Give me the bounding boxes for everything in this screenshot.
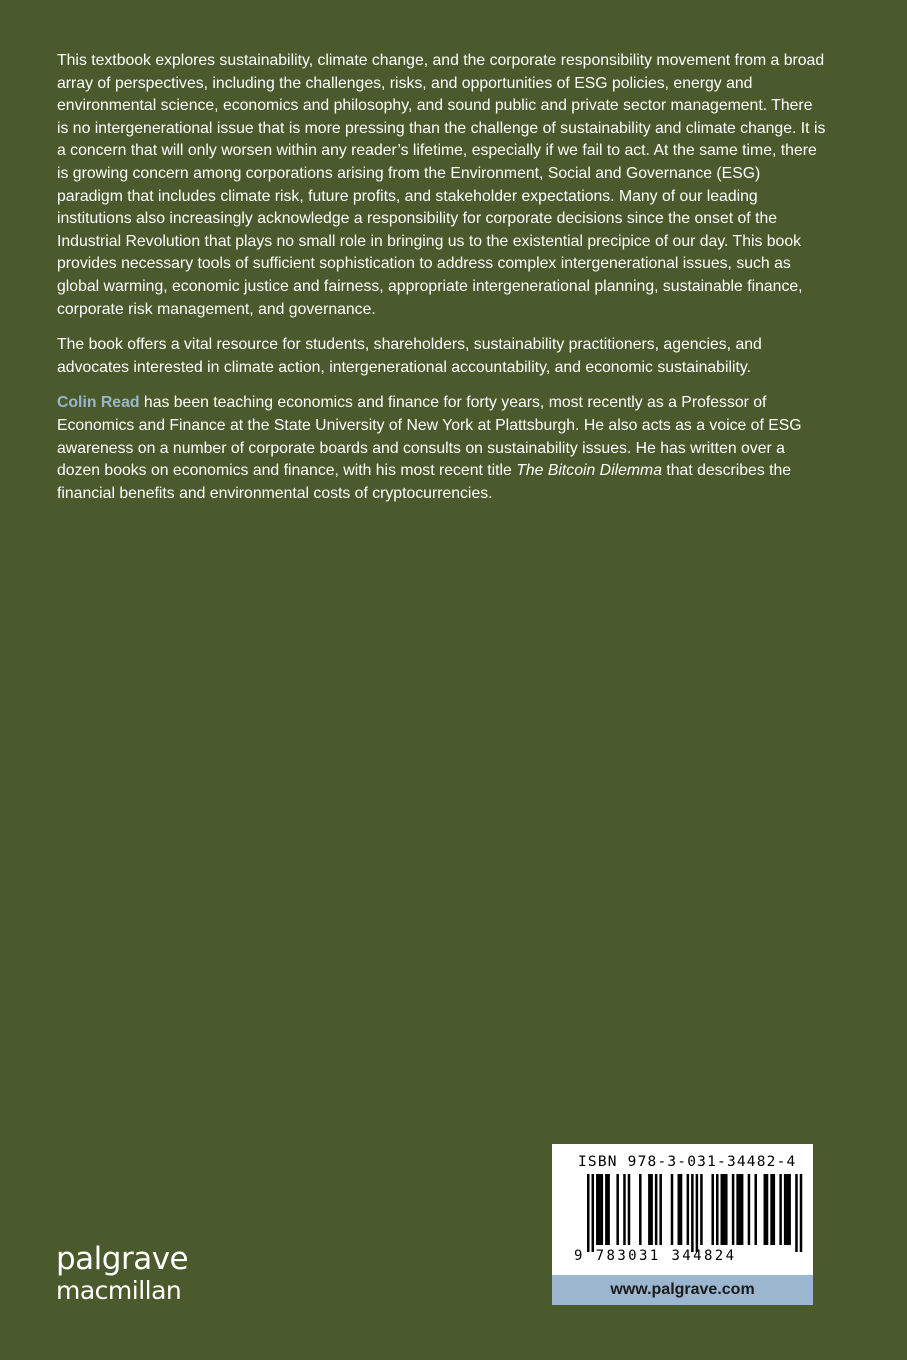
barcode-bar <box>784 1174 787 1245</box>
isbn-label: ISBN 978-3-031-34482-4 <box>578 1154 797 1170</box>
barcode-bar <box>639 1174 642 1245</box>
barcode-bar <box>687 1174 690 1245</box>
barcode-bar <box>623 1174 626 1245</box>
barcode-bar <box>680 1174 683 1245</box>
barcode-bar <box>739 1174 742 1245</box>
barcode-bar <box>725 1174 728 1245</box>
barcode-bar <box>773 1174 776 1245</box>
description-paragraph-1: This textbook explores sustainability, climate change, and the corporate responsibility movement from a broad array of perspectives, including the challenges, risks, and opportunities of ESG policies, energy and environmental science, economics and philosophy, and sound public and private sector management. There is no intergenerational issue that is more pressing than the challenge of sustainability and climate change. It is a concern that will only worsen within any reader’s lifetime, especially if we fail to act. At the same time, there is growing concern among corporations arising from the Environment, Social and Governance (ESG) paradigm that includes climate risk, future profits, and stakeholder expectations. Many of our leading institutions also increasingly acknowledge a responsibility for corporate decisions since the onset of the Industrial Revolution that plays no small role in bringing us to the existential precipice of our day. This book provides necessary tools of sufficient sophistication to address complex intergenerational issues, such as global warming, economic justice and fairness, appropriate intergenerational planning, sustainable finance, corporate risk management, and governance. <box>57 52 826 318</box>
barcode-bar <box>605 1174 608 1245</box>
barcode-bar <box>779 1174 782 1245</box>
barcode-bar <box>598 1174 601 1245</box>
description-paragraph-2: The book offers a vital resource for students, shareholders, sustainability practitioners, agencies, and advocates interested in climate action, intergenerational accountability, and economic sustainability. <box>57 336 762 376</box>
publisher-logo-line2: macmillan <box>56 1276 182 1305</box>
barcode-bar <box>754 1174 757 1245</box>
barcode-bar <box>711 1174 714 1245</box>
barcode-bar <box>659 1174 662 1245</box>
barcode-bar <box>736 1174 739 1245</box>
barcode-bar <box>607 1174 610 1245</box>
isbn-barcode <box>552 1144 813 1275</box>
author-bio-text: has been teaching economics and finance for forty years, most recently as a Professor of Economics and Finance at the State University of New York at Plattsburgh. He also acts as a voice of ESG awareness on a number of corporate boards and consults on sustainability issues. He has written over a dozen books on economics and finance, with his most recent title <box>57 394 802 480</box>
back-cover-text <box>57 50 827 518</box>
barcode-bar <box>721 1174 724 1245</box>
barcode-bar <box>700 1174 703 1245</box>
author-name: Colin Read <box>57 394 140 412</box>
barcode-bar <box>592 1174 595 1252</box>
barcode-bar <box>696 1174 699 1252</box>
barcode-digits: 9 783031 344824 <box>574 1248 737 1264</box>
barcode-bar <box>650 1174 653 1245</box>
author-book-title: The Bitcoin Dilemma <box>516 462 662 480</box>
barcode-bar <box>596 1174 599 1245</box>
barcode-bar <box>601 1174 604 1245</box>
barcode-bar <box>616 1174 619 1245</box>
barcode-bar <box>716 1174 719 1245</box>
publisher-logo <box>56 1241 189 1305</box>
barcode-bar <box>648 1174 651 1245</box>
barcode-bar <box>671 1174 674 1245</box>
barcode-bar <box>748 1174 751 1245</box>
publisher-logo-line1: palgrave <box>56 1241 189 1277</box>
barcode-bar <box>770 1174 773 1245</box>
barcode-bar <box>800 1174 803 1252</box>
barcode-bar <box>655 1174 658 1245</box>
barcode-bar <box>741 1174 744 1245</box>
barcode-bar <box>723 1174 726 1245</box>
barcode-bar <box>766 1174 769 1245</box>
barcode-bar <box>678 1174 681 1245</box>
publisher-url: www.palgrave.com <box>552 1275 813 1305</box>
barcode-bar <box>764 1174 767 1245</box>
barcode-bar <box>786 1174 789 1245</box>
barcode-bar <box>691 1174 694 1252</box>
barcode-bar <box>795 1174 798 1252</box>
author-bio-text-end: that describes the financial benefits and environmental costs of cryptocurrencies. <box>57 462 792 502</box>
author-bio <box>57 392 827 505</box>
barcode-bar <box>732 1174 735 1245</box>
barcode-bar <box>587 1174 590 1252</box>
barcode-bar <box>788 1174 791 1245</box>
barcode-bar <box>628 1174 631 1245</box>
